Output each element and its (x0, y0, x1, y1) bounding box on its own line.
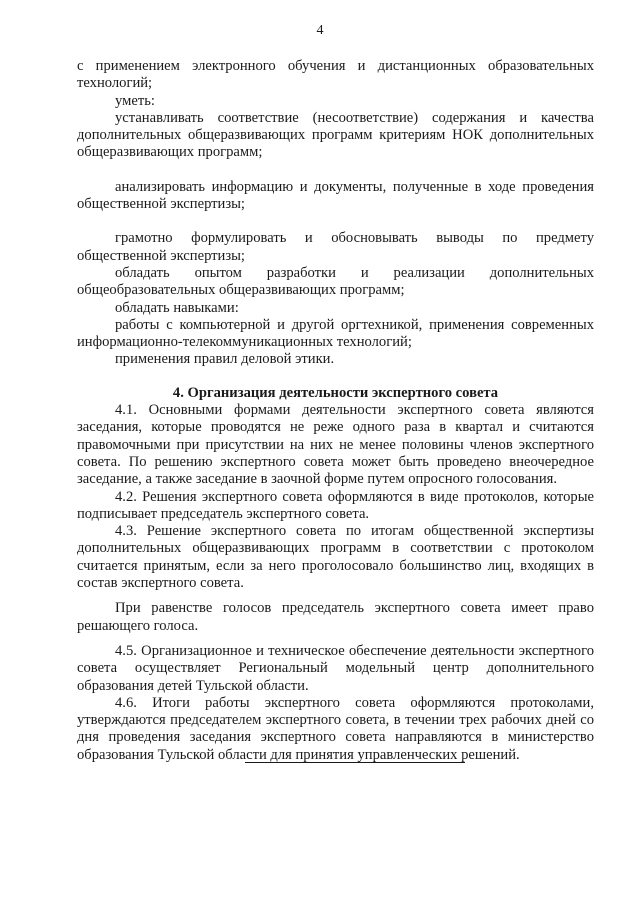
section-heading: 4. Организация деятельности экспертного совета (172, 384, 499, 401)
paragraph-skill-conclusions: грамотно формулировать и обосновывать выводы по предмету общественной экспертизы; (77, 230, 594, 264)
paragraph-4-3: 4.3. Решение экспертного совета по итогам общественной экспертизы дополнительных общеразвивающих программ в соответствии с протоколом считается принятым, если за него проголосовало большинство лиц, входящих в состав экспертного совета. (77, 523, 594, 592)
paragraph-skills-header: уметь: (115, 92, 155, 109)
paragraph-ability-ethics: применения правил деловой этики. (115, 351, 335, 368)
paragraph-tie-vote: При равенстве голосов председатель экспертного совета имеет право решающего голоса. (77, 600, 594, 634)
paragraph-4-5: 4.5. Организационное и техническое обеспечение деятельности экспертного совета осуществляет Региональный модельный центр дополнительного образования детей Тульской области. (77, 642, 594, 694)
paragraph-skill-experience: обладать опытом разработки и реализации дополнительных общеобразовательных общеразвивающих программ; (77, 264, 594, 299)
page-body (77, 58, 594, 764)
paragraph-skill-compliance: устанавливать соответствие (несоответствие) содержания и качества дополнительных общеразвивающих программ критериям НОК дополнительных общеразвивающих программ; (77, 109, 594, 161)
closing-divider-line (245, 762, 465, 763)
paragraph-ability-computers: работы с компьютерной и другой оргтехникой, применения современных информационно-телекоммуникационных технологий; (77, 316, 594, 351)
page-number: 4 (316, 23, 324, 38)
paragraph-4-2: 4.2. Решения экспертного совета оформляются в виде протоколов, которые подписывает председатель экспертного совета. (77, 488, 594, 522)
paragraph-continuation: с применением электронного обучения и дистанционных образовательных технологий; (77, 58, 594, 92)
paragraph-abilities-header: обладать навыками: (115, 299, 239, 316)
paragraph-4-1: 4.1. Основными формами деятельности экспертного совета являются заседания, которые проводятся не реже одного раза в квартал и считаются правомочными при присутствии на них не менее половины членов экспертного совета. По решению экспертного совета может быть проведено внеочередное заседание, а также заседание в заочной форме путем опросного голосования. (77, 402, 594, 488)
paragraph-skill-analysis: анализировать информацию и документы, полученные в ходе проведения общественной экспертизы; (77, 178, 594, 213)
paragraph-4-6: 4.6. Итоги работы экспертного совета оформляются протоколами, утверждаются председателем экспертного совета, в течении трех рабочих дней со дня проведения заседания экспертного совета направляются в министерство образования Тульской области для принятия управленческих решений. (77, 694, 594, 763)
